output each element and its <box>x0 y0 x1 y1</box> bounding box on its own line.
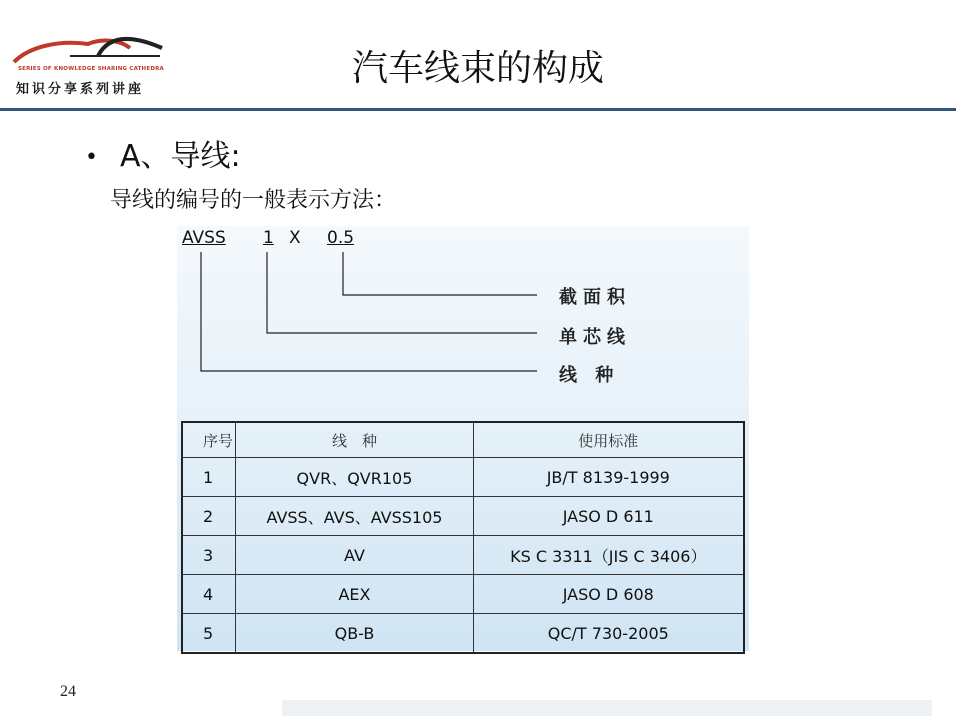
cell-wire-type: QVR、QVR105 <box>236 458 473 497</box>
table-header-row <box>182 422 744 458</box>
code-cores: 1 <box>263 228 274 248</box>
cell-standard: QC/T 730-2005 <box>473 614 744 654</box>
cell-wire-type: AVSS、AVS、AVSS105 <box>236 497 473 536</box>
cell-wire-type: QB-B <box>236 614 473 654</box>
table-row <box>182 614 744 654</box>
footer-bar <box>282 700 932 716</box>
cell-standard: KS C 3311（JIS C 3406） <box>473 536 744 575</box>
table-row <box>182 458 744 497</box>
bullet-heading <box>85 131 241 175</box>
cell-index: 5 <box>182 614 236 654</box>
subheading: 导线的编号的一般表示方法： <box>110 188 397 213</box>
wire-standards-table <box>181 421 745 654</box>
table-row <box>182 575 744 614</box>
label-single-core: 单芯线 <box>559 327 631 348</box>
code-x: X <box>289 228 301 248</box>
header-index: 序号 <box>182 422 236 458</box>
logo-subtitle: SERIES OF KNOWLEDGE SHARING CATHEDRA <box>18 66 164 72</box>
code-type: AVSS <box>182 228 226 248</box>
header-divider <box>0 108 956 111</box>
wire-code-figure <box>177 226 749 651</box>
page-title: 汽车线束的构成 <box>351 48 604 89</box>
header-wire-type: 线 种 <box>236 422 473 458</box>
cell-standard: JB/T 8139-1999 <box>473 458 744 497</box>
table-row <box>182 497 744 536</box>
callout-lines <box>177 226 749 426</box>
page-number: 24 <box>60 683 76 700</box>
cell-index: 4 <box>182 575 236 614</box>
cell-wire-type: AEX <box>236 575 473 614</box>
label-cross-section: 截面积 <box>559 287 631 308</box>
logo-text: 知识分享系列讲座 <box>16 82 145 97</box>
label-wire-type: 线 种 <box>559 365 620 386</box>
cell-standard: JASO D 611 <box>473 497 744 536</box>
cell-index: 3 <box>182 536 236 575</box>
code-area: 0.5 <box>327 228 355 248</box>
bullet-marker: • <box>85 145 98 170</box>
cell-index: 2 <box>182 497 236 536</box>
cell-standard: JASO D 608 <box>473 575 744 614</box>
header-standard: 使用标准 <box>473 422 744 458</box>
bullet-text: A、导线: <box>119 139 241 174</box>
cell-wire-type: AV <box>236 536 473 575</box>
table-row <box>182 536 744 575</box>
cell-index: 1 <box>182 458 236 497</box>
